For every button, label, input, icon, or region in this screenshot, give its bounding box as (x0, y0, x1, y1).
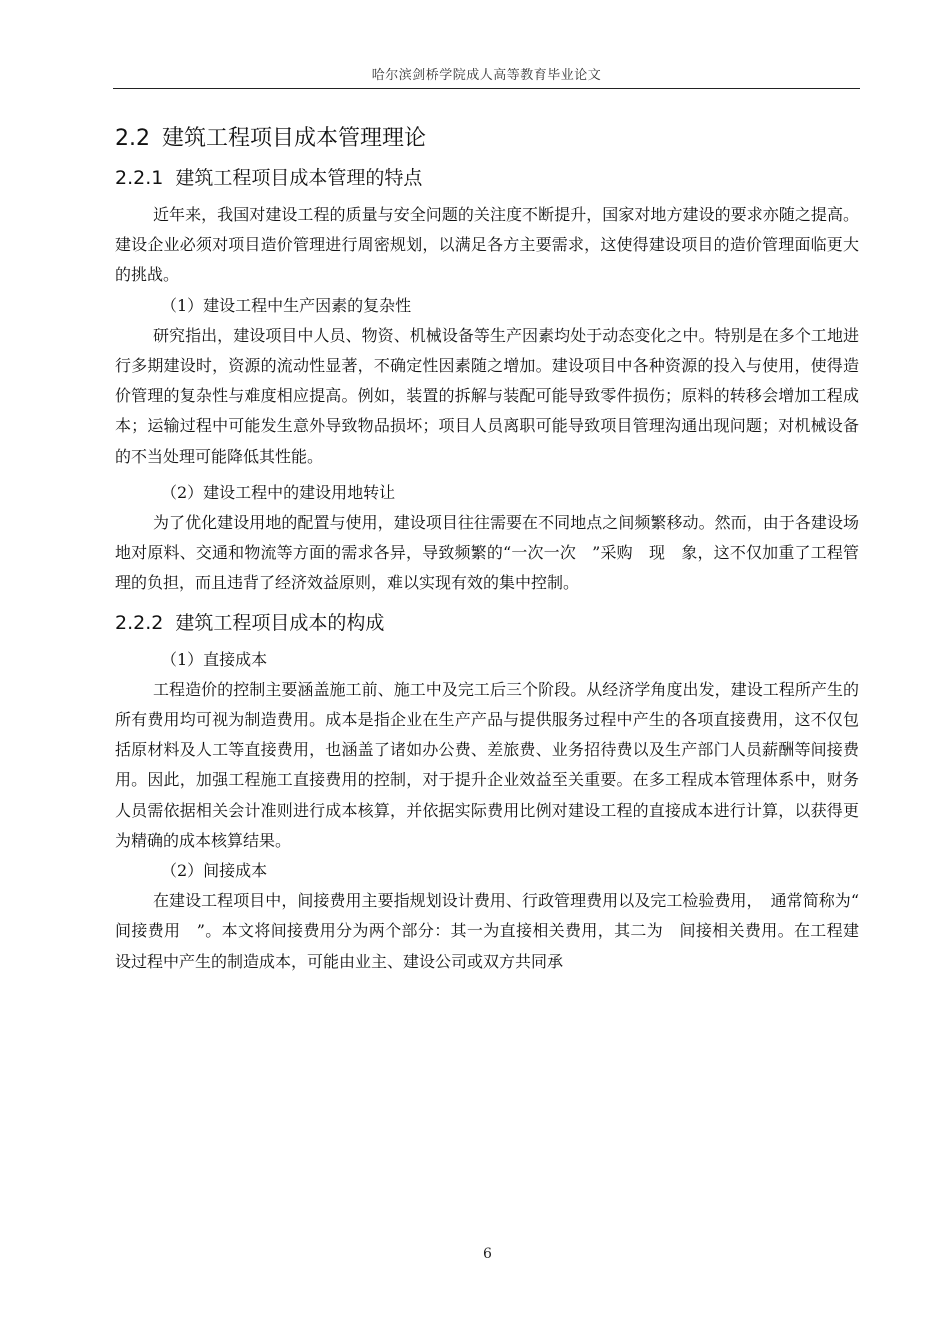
paragraph-production-factors: 研究指出，建设项目中人员、物资、机械设备等生产因素均处于动态变化之中。特别是在多个工地进行多期建设时，资源的流动性显著，不确定性因素随之增加。建设项目中各种资源的投入与使用，使得造价管理的复杂性与难度相应提高。例如，装置的拆解与装配可能导致零件损伤；原料的转移会增加工程成本；运输过程中可能发生意外导致物品损坏；项目人员离职可能导致项目管理沟通出现问题；对机械设备的不当处理可能降低其性能。 (115, 325, 859, 466)
subsection-heading-2-2-2 (115, 605, 859, 645)
section-title: 建筑工程项目成本管理理论 (162, 126, 427, 151)
page-body (115, 120, 876, 977)
subsection-number: 2.2.2 (115, 611, 164, 634)
section-heading (115, 120, 859, 160)
subsection-number: 2.2.1 (115, 167, 164, 189)
subsection-title: 建筑工程项目成本管理的特点 (175, 167, 423, 189)
list-item-label: （1）直接成本 (161, 649, 268, 669)
list-item-label: （2）间接成本 (161, 861, 268, 881)
page-header: 哈尔滨剑桥学院成人高等教育毕业论文 (371, 68, 602, 83)
subsection-title: 建筑工程项目成本的构成 (175, 611, 385, 634)
header-divider (113, 88, 860, 89)
paragraph-land-transfer: 为了优化建设用地的配置与使用，建设项目往往需要在不同地点之间频繁移动。然而，由于各建设场地对原料、交通和物流等方面的需求各异，导致频繁的“一次一次 ”采购 现 象，这不仅加重了工程管理的负担，而且违背了经济效益原则，难以实现有效的集中控制。 (115, 513, 859, 593)
subsection-heading-2-2-1 (115, 160, 859, 200)
list-item-label: （1）建设工程中生产因素的复杂性 (161, 295, 412, 315)
list-item-label: （2）建设工程中的建设用地转让 (161, 482, 396, 502)
paragraph-indirect-cost: 在建设工程项目中，间接费用主要指规划设计费用、行政管理费用以及完工检验费用， 通常简称为“ 间接费用 ”。本文将间接费用分为两个部分：其一为直接相关费用，其二为 间接相关费用。在工程建设过程中产生的制造成本，可能由业主、建设公司或双方共同承 (115, 891, 876, 971)
page-number: 6 (483, 1246, 492, 1262)
paragraph-intro: 近年来，我国对建设工程的质量与安全问题的关注度不断提升，国家对地方建设的要求亦随之提高。建设企业必须对项目造价管理进行周密规划，以满足各方主要需求，这使得建设项目的造价管理面临更大的挑战。 (115, 205, 859, 285)
paragraph-direct-cost: 工程造价的控制主要涵盖施工前、施工中及完工后三个阶段。从经济学角度出发，建设工程所产生的所有费用均可视为制造费用。成本是指企业在生产产品与提供服务过程中产生的各项直接费用，这不仅包括原材料及人工等直接费用，也涵盖了诸如办公费、差旅费、业务招待费以及生产部门人员薪酬等间接费用。因此，加强工程施工直接费用的控制，对于提升企业效益至关重要。在多工程成本管理体系中，财务人员需依据相关会计准则进行成本核算，并依据实际费用比例对建设工程的直接成本进行计算，以获得更为精确的成本核算结果。 (115, 679, 859, 850)
section-number: 2.2 (115, 126, 150, 151)
